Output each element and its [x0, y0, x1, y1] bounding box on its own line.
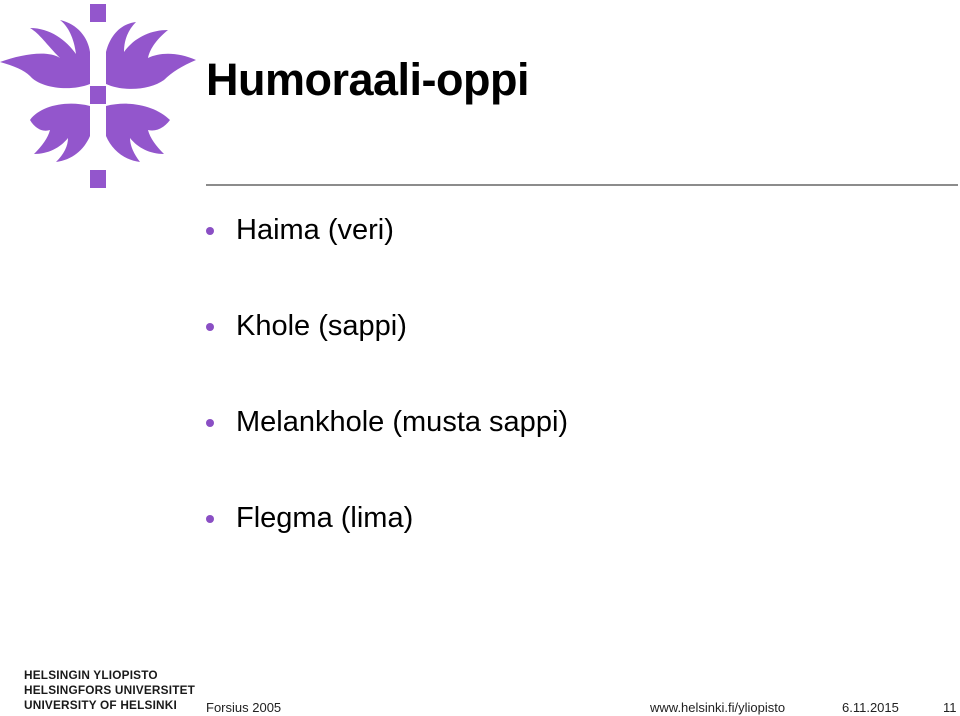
list-item: [206, 302, 568, 398]
list-item: [206, 398, 568, 494]
bullet-text: Melankhole (musta sappi): [236, 406, 569, 438]
bullet-icon: [206, 419, 214, 427]
footer-date: 6.11.2015: [842, 700, 899, 715]
bullet-icon: [206, 515, 214, 523]
page-number: 11: [943, 700, 957, 715]
bullet-text: Haima (veri): [236, 214, 394, 246]
list-item: [206, 494, 568, 590]
university-wordmark: [24, 668, 195, 713]
list-item: [206, 206, 568, 302]
bullet-icon: [206, 227, 214, 235]
bullet-list: [206, 206, 568, 590]
bullet-text: Khole (sappi): [236, 310, 407, 342]
university-name-fi: HELSINGIN YLIOPISTO: [24, 668, 158, 682]
helsinki-flame-logo-icon: [0, 0, 200, 190]
bullet-icon: [206, 323, 214, 331]
footer-url: www.helsinki.fi/yliopisto: [650, 700, 786, 715]
footer-source: Forsius 2005: [206, 700, 282, 715]
bullet-text: Flegma (lima): [236, 502, 414, 534]
slide-title: Humoraali-oppi: [206, 54, 530, 105]
title-divider: [206, 184, 958, 186]
university-name-en: UNIVERSITY OF HELSINKI: [24, 698, 177, 712]
university-name-sv: HELSINGFORS UNIVERSITET: [24, 683, 196, 697]
